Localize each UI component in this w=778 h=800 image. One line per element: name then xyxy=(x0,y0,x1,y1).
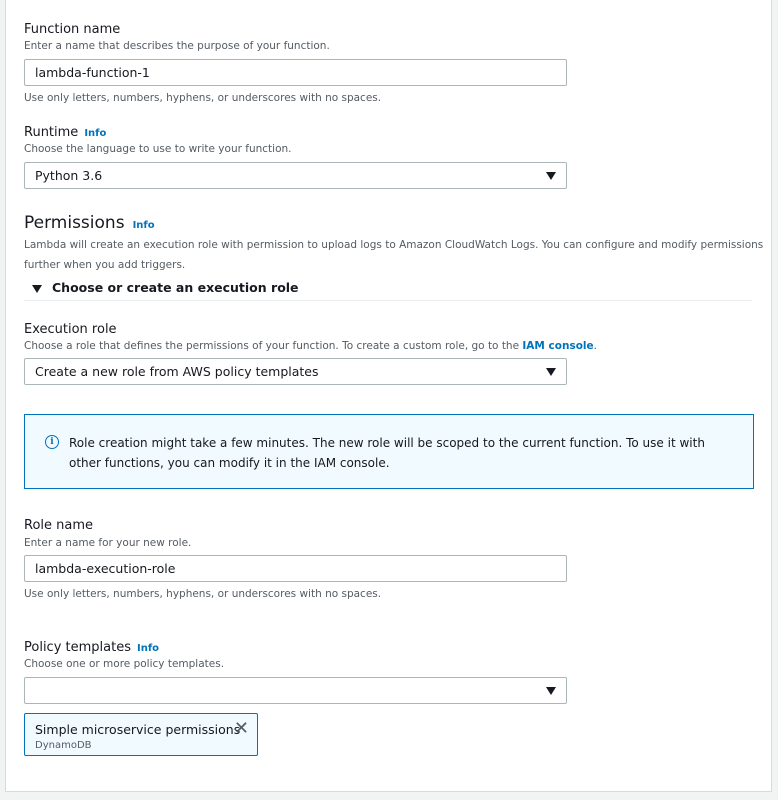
execution-role-expander[interactable] xyxy=(32,280,299,295)
function-name-hint: Use only letters, numbers, hyphens, or underscores with no spaces. xyxy=(24,92,382,104)
role-creation-alert xyxy=(24,414,754,489)
runtime-selected-value: Python 3.6 xyxy=(35,168,103,183)
role-name-description: Enter a name for your new role. xyxy=(24,537,192,549)
close-icon[interactable]: ✕ xyxy=(233,718,249,739)
divider xyxy=(24,300,752,301)
caret-down-icon xyxy=(546,368,556,376)
alert-text: Role creation might take a few minutes. The new role will be scoped to the current function. To use it with other functions, you can modify it in the IAM console. xyxy=(69,436,705,470)
execution-role-label: Execution role xyxy=(24,322,117,337)
create-function-panel xyxy=(5,0,772,792)
permissions-description-line1: Lambda will create an execution role with permission to upload logs to Amazon CloudWatch Logs. You can configure and modify permissions xyxy=(24,239,764,251)
expand-caret-icon xyxy=(32,285,42,293)
permissions-description-line2: further when you add triggers. xyxy=(24,259,186,271)
caret-down-icon xyxy=(546,172,556,180)
role-name-input[interactable]: lambda-execution-role xyxy=(24,555,567,582)
execution-role-description xyxy=(24,340,597,352)
runtime-info-link[interactable]: Info xyxy=(84,128,107,139)
runtime-label: Runtime xyxy=(24,125,79,140)
function-name-input[interactable]: lambda-function-1 xyxy=(24,59,567,86)
permissions-heading-row xyxy=(24,213,155,233)
token-subtitle: DynamoDB xyxy=(35,740,92,751)
info-icon: i xyxy=(45,435,59,449)
runtime-select[interactable] xyxy=(24,162,567,189)
execution-role-selected-value: Create a new role from AWS policy templates xyxy=(35,364,319,379)
runtime-description: Choose the language to use to write your function. xyxy=(24,143,292,155)
role-name-label: Role name xyxy=(24,518,94,533)
runtime-label-row xyxy=(24,125,106,140)
policy-templates-label-row xyxy=(24,640,159,655)
policy-templates-info-link[interactable]: Info xyxy=(136,643,160,654)
permissions-heading: Permissions xyxy=(24,213,125,233)
execution-role-description-text: Choose a role that defines the permissions of your function. To create a custom role, go to the xyxy=(24,340,523,352)
caret-down-icon xyxy=(546,687,556,695)
iam-console-link[interactable]: IAM console xyxy=(522,340,594,352)
function-name-description: Enter a name that describes the purpose of your function. xyxy=(24,40,330,52)
function-name-label: Function name xyxy=(24,22,121,37)
policy-templates-select[interactable] xyxy=(24,677,567,704)
token-title: Simple microservice permissions xyxy=(35,722,241,737)
role-name-hint: Use only letters, numbers, hyphens, or underscores with no spaces. xyxy=(24,588,382,600)
policy-template-token xyxy=(24,713,258,756)
execution-role-description-suffix: . xyxy=(593,340,597,352)
policy-templates-label: Policy templates xyxy=(24,640,131,655)
execution-role-select[interactable] xyxy=(24,358,567,385)
policy-templates-description: Choose one or more policy templates. xyxy=(24,658,225,670)
permissions-info-link[interactable]: Info xyxy=(132,220,155,231)
execution-role-expander-label: Choose or create an execution role xyxy=(52,280,299,295)
